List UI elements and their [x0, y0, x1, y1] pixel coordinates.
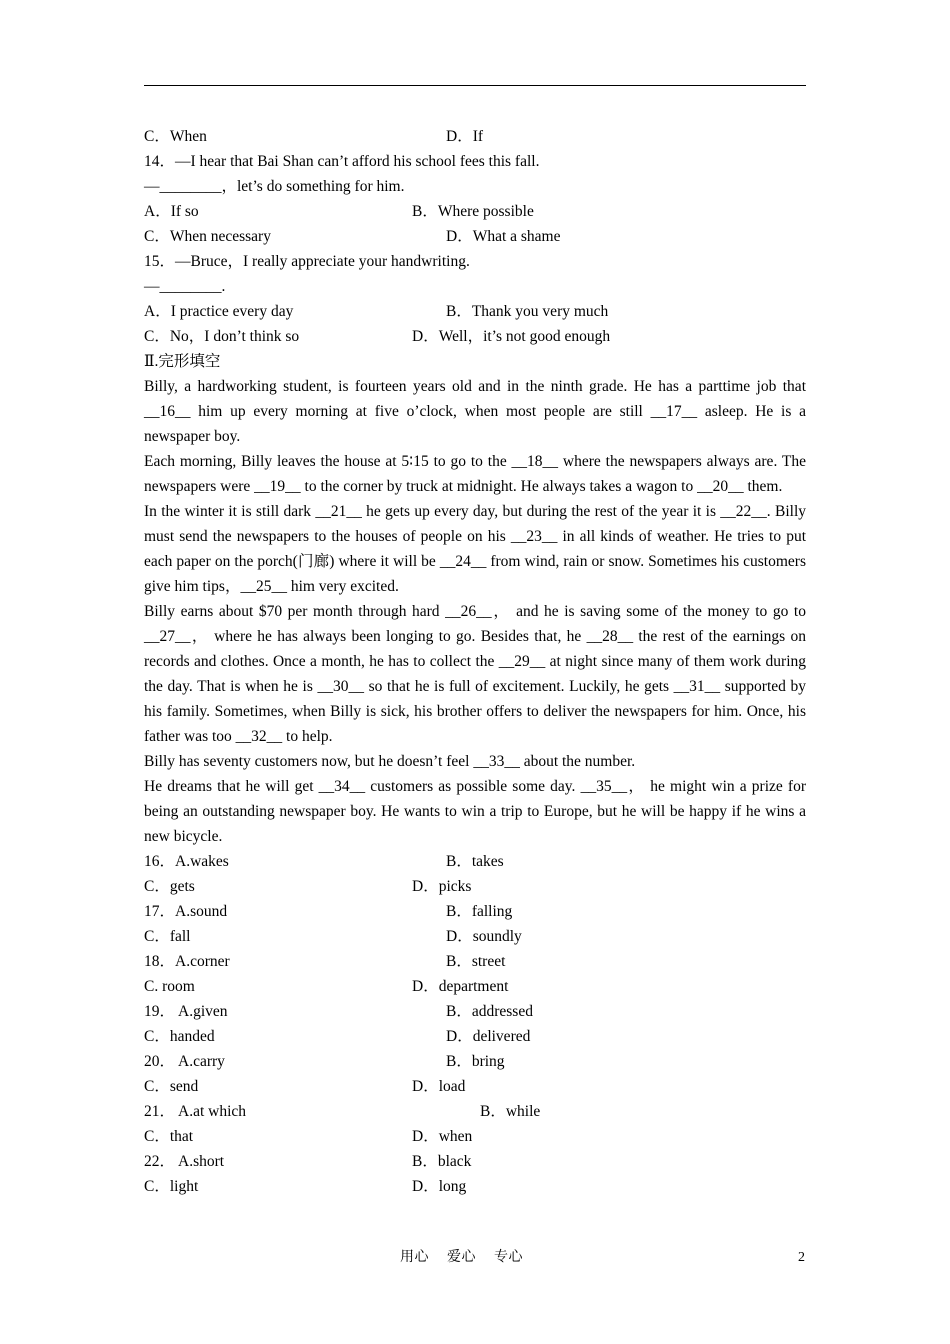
option-right: D．when: [412, 1128, 473, 1145]
option-row: [144, 1149, 806, 1174]
option-row: [144, 874, 806, 899]
option-right: D．load: [412, 1078, 466, 1095]
question-line: 14．—I hear that Bai Shan can’t afford his school fees this fall.: [144, 153, 540, 170]
option-left: C．handed: [144, 1028, 215, 1045]
option-row: [144, 1124, 806, 1149]
option-left: C. room: [144, 978, 195, 995]
option-left: C．light: [144, 1178, 199, 1195]
option-row: [144, 199, 806, 224]
passage-paragraph: In the winter it is still dark __21__ he gets up every day, but during the rest of the year it is __22__. Billy must send the newspapers to the houses of people on his __23__ in all kinds of weather. He tries to put each paper on the porch(门廊) where it will be __24__ from wind, rain or snow. Sometimes his customers give him tips，__25__ him very excited.: [144, 503, 806, 595]
option-right: B．Where possible: [412, 203, 534, 220]
option-row: [144, 1074, 806, 1099]
option-right: B．Thank you very much: [446, 303, 609, 320]
option-right: D．long: [412, 1178, 467, 1195]
option-left: 22． A.short: [144, 1153, 225, 1170]
header-rule: [144, 85, 806, 86]
footer-word: 爱心: [447, 1250, 476, 1265]
option-right: D．If: [446, 128, 484, 145]
passage-paragraph: Billy earns about $70 per month through hard __26__， and he is saving some of the money to go to __27__， where he has always been longing to go. Besides that, he __28__ the rest of the earnings on records and clothes. Once a month, he has to collect the __29__ at night since many of them work during the day. That is when he is __30__ so that he is full of excitement. Luckily, he gets __31__ supported by his family. Sometimes, when Billy is sick, his brother offers to deliver the newspapers for him. Once, his father was too __32__ to help.: [144, 603, 806, 745]
option-row: [144, 1024, 806, 1049]
question-line: Ⅱ.完形填空: [144, 353, 221, 370]
option-right: B．while: [480, 1103, 541, 1120]
option-left: C．No，I don’t think so: [144, 328, 300, 345]
page-number: 2: [798, 1250, 805, 1265]
option-right: B．black: [412, 1153, 472, 1170]
question-line: —________.: [144, 278, 226, 295]
option-right: D．soundly: [446, 928, 522, 945]
option-row: [144, 849, 806, 874]
option-left: C．send: [144, 1078, 199, 1095]
option-left: 16．A.wakes: [144, 853, 229, 870]
option-left: 18．A.corner: [144, 953, 230, 970]
option-row: [144, 224, 806, 249]
option-row: [144, 999, 806, 1024]
question-line: —________，let’s do something for him.: [144, 178, 405, 195]
option-left: C．fall: [144, 928, 191, 945]
footer-slogan: [400, 1248, 541, 1268]
option-left: C．gets: [144, 878, 195, 895]
passage-paragraph: He dreams that he will get __34__ customers as possible some day. __35__， he might win a prize for being an outstanding newspaper boy. He wants to win a trip to Europe, but he will be happy if he wins a new bicycle.: [144, 778, 806, 845]
option-right: D．picks: [412, 878, 472, 895]
option-row: [144, 299, 806, 324]
option-row: [144, 949, 806, 974]
option-row: [144, 1099, 806, 1124]
option-left: A．I practice every day: [144, 303, 294, 320]
option-right: B．falling: [446, 903, 513, 920]
option-row: [144, 974, 806, 999]
option-left: 19． A.given: [144, 1003, 228, 1020]
passage-paragraph: Billy, a hardworking student, is fourteen years old and in the ninth grade. He has a parttime job that __16__ him up every morning at five o’clock, when most people are still __17__ asleep. He is a newspaper boy.: [144, 378, 806, 445]
option-left: 17．A.sound: [144, 903, 228, 920]
footer-word: 专心: [494, 1250, 523, 1265]
passage-paragraph: Billy has seventy customers now, but he doesn’t feel __33__ about the number.: [144, 753, 636, 770]
option-right: D．What a shame: [446, 228, 561, 245]
document-body: [144, 124, 806, 1199]
option-right: B．street: [446, 953, 506, 970]
option-row: [144, 124, 806, 149]
option-left: A．If so: [144, 203, 199, 220]
option-row: [144, 924, 806, 949]
option-row: [144, 1049, 806, 1074]
option-row: [144, 899, 806, 924]
option-right: D．Well，it’s not good enough: [412, 328, 611, 345]
footer-word: 用心: [400, 1250, 429, 1265]
option-left: 21． A.at which: [144, 1103, 247, 1120]
passage-paragraph: Each morning, Billy leaves the house at 5∶15 to go to the __18__ where the newspapers always are. The newspapers were __19__ to the corner by truck at midnight. He always takes a wagon to __20__ them.: [144, 453, 806, 495]
option-right: D．delivered: [446, 1028, 531, 1045]
question-line: 15．—Bruce，I really appreciate your handwriting.: [144, 253, 470, 270]
option-right: B．bring: [446, 1053, 505, 1070]
option-left: C．that: [144, 1128, 194, 1145]
option-row: [144, 1174, 806, 1199]
option-left: C．When necessary: [144, 228, 271, 245]
option-row: [144, 324, 806, 349]
option-right: B．addressed: [446, 1003, 533, 1020]
option-left: C．When: [144, 128, 207, 145]
option-left: 20． A.carry: [144, 1053, 225, 1070]
option-right: B．takes: [446, 853, 504, 870]
option-right: D．department: [412, 978, 509, 995]
